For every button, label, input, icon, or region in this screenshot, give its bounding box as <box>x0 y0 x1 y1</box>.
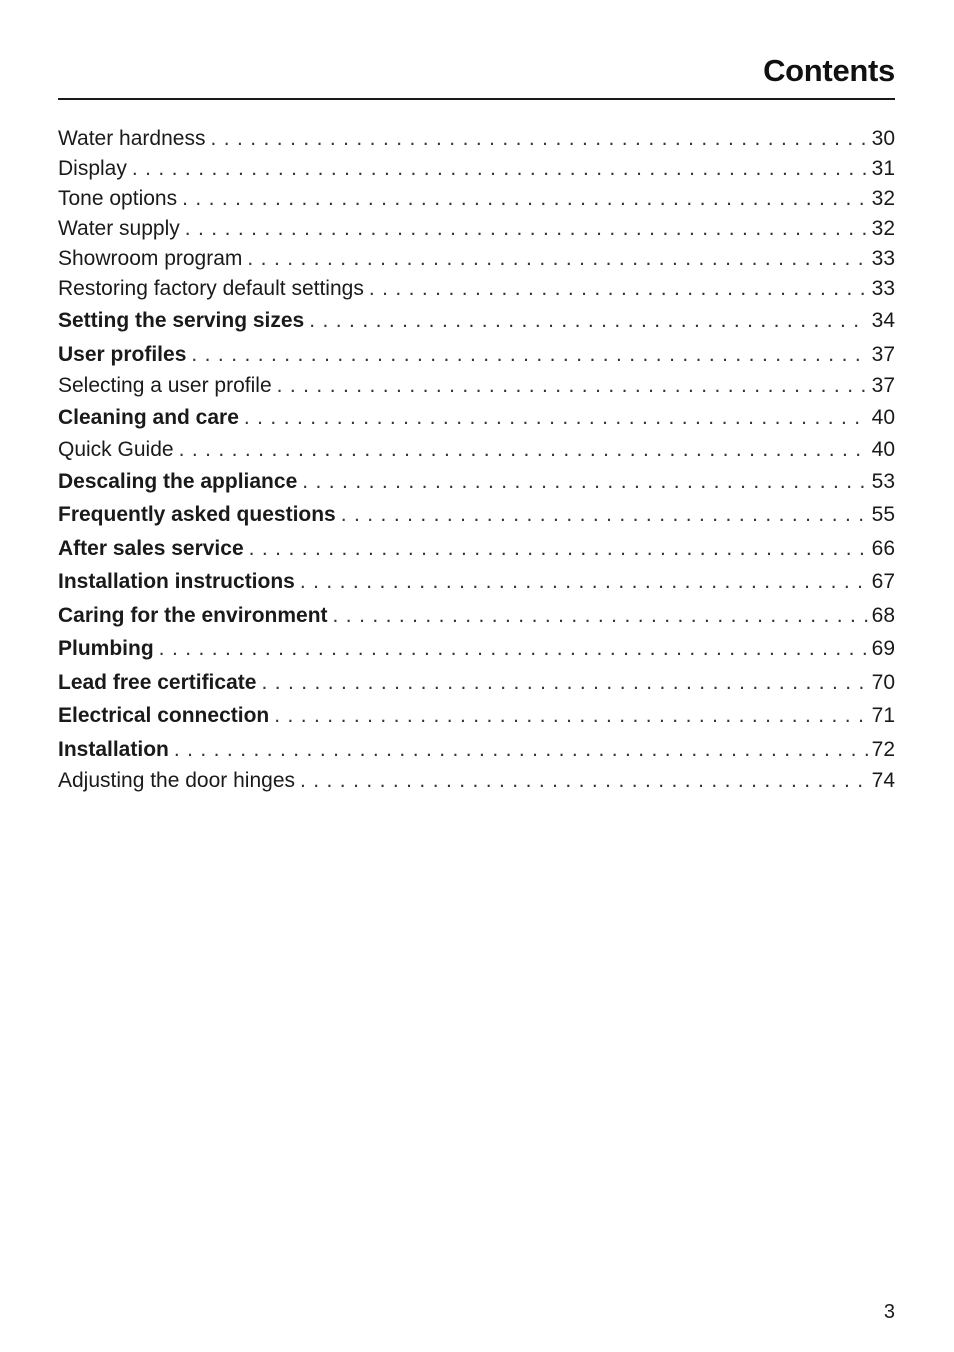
toc-entry[interactable] <box>58 666 895 700</box>
page-number: 3 <box>883 1301 895 1323</box>
toc-entry[interactable] <box>58 632 895 666</box>
toc-entry-page-number: 68 <box>871 603 895 627</box>
toc-entry[interactable] <box>58 498 895 532</box>
toc-entry[interactable] <box>58 124 895 154</box>
toc-entry-label: After sales service <box>58 536 244 560</box>
toc-entry-label: Water supply <box>58 217 180 240</box>
toc-entry-label: Electrical connection <box>58 704 270 727</box>
toc-entry[interactable] <box>58 565 895 599</box>
toc-entry[interactable] <box>58 532 895 566</box>
dot-leader <box>159 632 868 666</box>
toc-entry-label: Restoring factory default settings <box>58 277 364 300</box>
toc-entry-page-number: 33 <box>871 277 895 300</box>
toc-entry-label: Showroom program <box>58 247 243 270</box>
toc-entry[interactable] <box>58 401 895 435</box>
dot-leader <box>333 599 868 633</box>
toc-entry-page-number: 72 <box>871 737 895 761</box>
toc-entry[interactable] <box>58 274 895 304</box>
toc-entry-label: Cleaning and care <box>58 406 239 429</box>
page-title: Contents <box>763 53 895 88</box>
toc-entry-page-number: 66 <box>871 536 895 560</box>
toc-entry-page-number: 37 <box>871 342 895 366</box>
toc-entry-page-number: 40 <box>871 437 895 461</box>
toc-entry-label: Display <box>58 157 127 180</box>
toc-entry[interactable] <box>58 184 895 214</box>
toc-entry[interactable] <box>58 599 895 633</box>
toc-entry-label: Adjusting the door hinges <box>58 769 295 792</box>
dot-leader <box>261 666 867 700</box>
toc-entry-page-number: 74 <box>871 769 895 792</box>
toc-entry-page-number: 30 <box>871 127 895 150</box>
dot-leader <box>309 304 867 338</box>
toc-entry-page-number: 32 <box>871 187 895 210</box>
dot-leader <box>179 435 868 465</box>
toc-entry-page-number: 34 <box>871 309 895 332</box>
toc-entry-page-number: 67 <box>871 570 895 593</box>
dot-leader <box>341 498 868 532</box>
dot-leader <box>369 274 868 304</box>
dot-leader <box>277 371 868 401</box>
dot-leader <box>249 532 868 566</box>
toc-entry-page-number: 40 <box>871 406 895 429</box>
toc-entry[interactable] <box>58 465 895 499</box>
toc-entry[interactable] <box>58 435 895 465</box>
dot-leader <box>244 401 868 435</box>
toc-entry[interactable] <box>58 154 895 184</box>
toc-entry[interactable] <box>58 699 895 733</box>
toc-entry[interactable] <box>58 733 895 767</box>
toc-entry[interactable] <box>58 766 895 796</box>
title-divider <box>58 98 895 100</box>
dot-leader <box>302 465 867 499</box>
dot-leader <box>300 565 868 599</box>
dot-leader <box>300 766 868 796</box>
toc-entry-page-number: 53 <box>871 469 895 493</box>
dot-leader <box>132 154 868 184</box>
toc-entry-page-number: 55 <box>871 503 895 526</box>
toc-entry-label: Lead free certificate <box>58 670 257 694</box>
toc-entry-label: Setting the serving sizes <box>58 309 305 332</box>
dot-leader <box>182 184 868 214</box>
toc-entry-label: Selecting a user profile <box>58 374 272 397</box>
toc-entry-label: Plumbing <box>58 637 154 660</box>
dot-leader <box>185 214 868 244</box>
toc-entry-page-number: 69 <box>871 637 895 660</box>
toc-entry-label: Tone options <box>58 187 178 210</box>
toc-entry-page-number: 71 <box>871 704 895 727</box>
toc-entry-label: Water hardness <box>58 127 206 150</box>
toc-entry-label: Caring for the environment <box>58 603 328 627</box>
toc-entry-label: Installation <box>58 737 169 761</box>
table-of-contents <box>58 124 895 796</box>
dot-leader <box>210 124 867 154</box>
toc-entry-page-number: 37 <box>871 374 895 397</box>
toc-entry-label: Descaling the appliance <box>58 469 298 493</box>
dot-leader <box>191 338 867 372</box>
toc-entry[interactable] <box>58 214 895 244</box>
toc-entry-page-number: 33 <box>871 247 895 270</box>
toc-entry[interactable] <box>58 244 895 274</box>
toc-entry-page-number: 32 <box>871 217 895 240</box>
dot-leader <box>274 699 867 733</box>
toc-entry-label: Quick Guide <box>58 437 174 461</box>
toc-entry[interactable] <box>58 304 895 338</box>
dot-leader <box>174 733 868 767</box>
dot-leader <box>247 244 867 274</box>
toc-entry-page-number: 31 <box>871 157 895 180</box>
toc-entry-page-number: 70 <box>871 670 895 694</box>
toc-entry-label: Frequently asked questions <box>58 503 336 526</box>
toc-entry[interactable] <box>58 371 895 401</box>
toc-entry-label: User profiles <box>58 342 187 366</box>
toc-entry-label: Installation instructions <box>58 570 295 593</box>
toc-entry[interactable] <box>58 338 895 372</box>
